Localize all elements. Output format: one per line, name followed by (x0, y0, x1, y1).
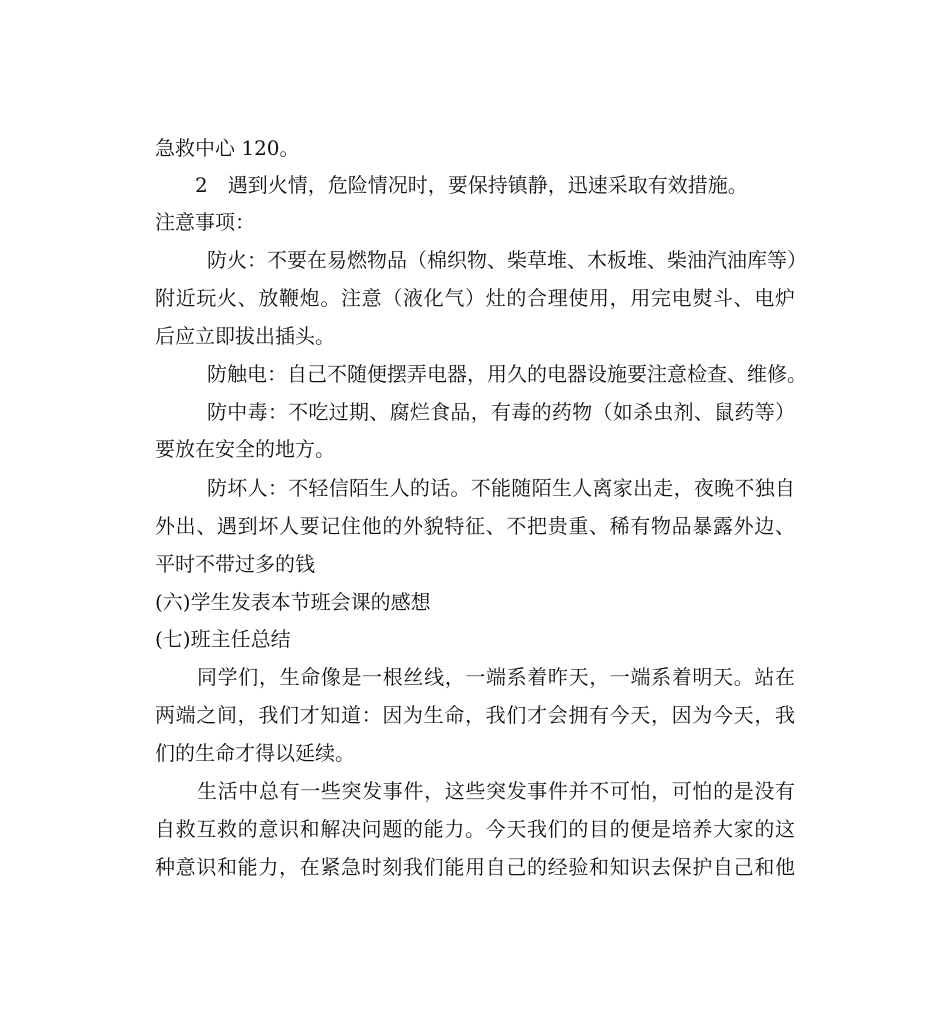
text-line: 注意事项： (155, 210, 255, 234)
text-line: 要放在安全的地方。 (155, 437, 335, 461)
text-line: 同学们，生命像是一根丝线，一端系着昨天，一端系着明天。站在 (197, 665, 795, 689)
section-heading: (七)班主任总结 (155, 627, 291, 651)
text-line: 们的生命才得以延续。 (155, 741, 355, 765)
text-line: 2 遇到火情，危险情况时，要保持镇静，迅速采取有效措施。 (195, 173, 748, 197)
text-line: 平时不带过多的钱 (155, 552, 315, 576)
text-line: 外出、遇到坏人要记住他的外貌特征、不把贵重、稀有物品暴露外边、 (155, 514, 795, 538)
text-line: 生活中总有一些突发事件，这些突发事件并不可怕，可怕的是没有 (197, 779, 795, 803)
section-heading: (六)学生发表本节班会课的感想 (155, 590, 431, 614)
text-line: 附近玩火、放鞭炮。注意（液化气）灶的合理使用，用完电熨斗、电炉 (155, 286, 795, 310)
text-line: 防触电：自己不随便摆弄电器，用久的电器设施要注意检查、维修。 (207, 362, 807, 386)
text-line: 急救中心 120。 (155, 136, 300, 160)
text-line: 后应立即拔出插头。 (155, 324, 335, 348)
text-line: 种意识和能力，在紧急时刻我们能用自己的经验和知识去保护自己和他 (155, 855, 795, 879)
text-line: 防中毒：不吃过期、腐烂食品，有毒的药物（如杀虫剂、鼠药等） (207, 400, 795, 424)
text-line: 自救互救的意识和解决问题的能力。今天我们的目的便是培养大家的这 (155, 817, 795, 841)
text-line: 防坏人：不轻信陌生人的话。不能随陌生人离家出走，夜晚不独自 (207, 476, 795, 500)
text-line: 防火：不要在易燃物品（棉织物、柴草堆、木板堆、柴油汽油库等） (207, 248, 807, 272)
text-line: 两端之间，我们才知道：因为生命，我们才会拥有今天，因为今天，我 (155, 703, 795, 727)
